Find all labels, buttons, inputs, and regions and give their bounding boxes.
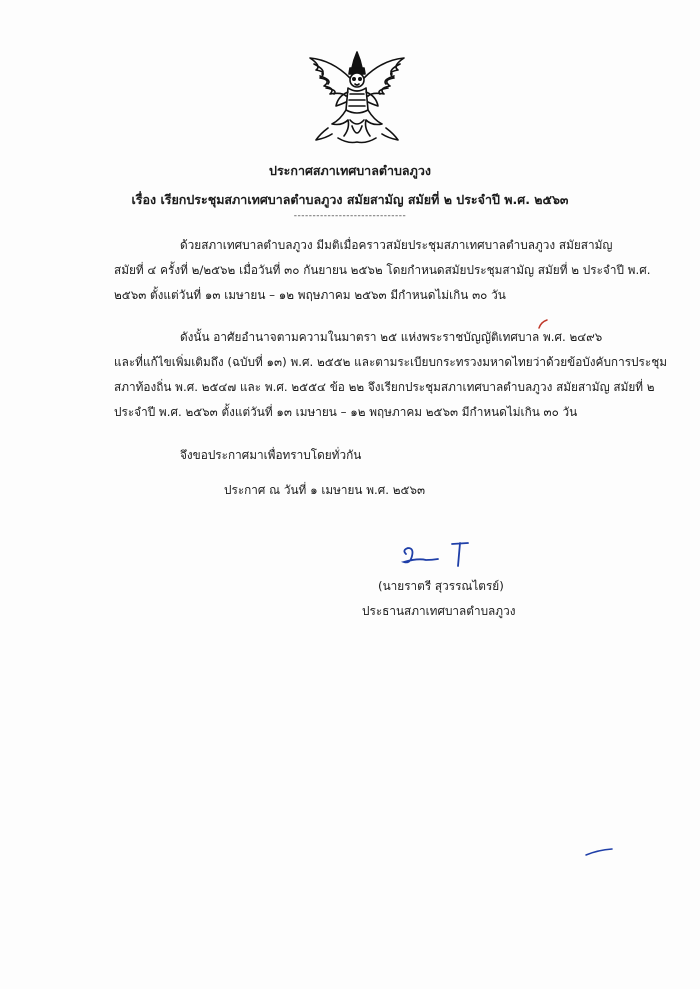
paragraph-2-line-4: ประจำปี พ.ศ. ๒๕๖๓ ตั้งแต่วันที่ ๑๓ เมษายน – ๑๒ พฤษภาคม ๒๕๖๓ มีกำหนดไม่เกิน ๓๐ วัน [114,405,578,419]
divider: ------------------------------ [293,211,407,221]
paragraph-1-line-1: ด้วยสภาเทศบาลตำบลภูวง มีมติเมื่อคราวสมัยประชุมสภาเทศบาลตำบลภูวง สมัยสามัญ [180,238,613,252]
paragraph-2-line-2: และที่แก้ไขเพิ่มเติมถึง (ฉบับที่ ๑๓) พ.ศ. ๒๕๕๒ และตามระเบียบกระทรวงมหาดไทยว่าด้วยข้อบังคับการประชุม [114,355,667,369]
paragraph-2-line-1: ดังนั้น อาศัยอำนาจตามความในมาตรา ๒๕ แห่งพระราชบัญญัติเทศบาล พ.ศ. ๒๔๙๖ [180,330,603,344]
ink-tick-mark [536,318,550,330]
paragraph-1-line-2: สมัยที่ ๔ ครั้งที่ ๒/๒๕๖๒ เมื่อวันที่ ๓๐ กันยายน ๒๕๖๒ โดยกำหนดสมัยประชุมสามัญ สมัยที่ ๒ ประจำปี พ.ศ. [114,263,651,277]
handwritten-signature [398,540,478,570]
date-line: ประกาศ ณ วันที่ ๑ เมษายน พ.ศ. ๒๕๖๓ [224,483,426,497]
document-subject: เรื่อง เรียกประชุมสภาเทศบาลตำบลภูวง สมัยสามัญ สมัยที่ ๒ ประจำปี พ.ศ. ๒๕๖๓ [131,192,569,207]
signatory-name: (นายราตรี สุวรรณไตรย์) [378,579,504,593]
garuda-emblem-icon [302,48,412,148]
document-title: ประกาศสภาเทศบาลตำบลภูวง [269,163,431,178]
paragraph-2-line-3: สภาท้องถิ่น พ.ศ. ๒๕๔๗ และ พ.ศ. ๒๕๕๔ ข้อ ๒๒ จึงเรียกประชุมสภาเทศบาลตำบลภูวง สมัยสามัญ สมัยที่ ๒ [114,380,655,394]
paragraph-1-line-3: ๒๕๖๓ ตั้งแต่วันที่ ๑๓ เมษายน – ๑๒ พฤษภาคม ๒๕๖๓ มีกำหนดไม่เกิน ๓๐ วัน [114,288,506,302]
closing-line: จึงขอประกาศมาเพื่อทราบโดยทั่วกัน [180,448,362,462]
signatory-position: ประธานสภาเทศบาลตำบลภูวง [362,604,516,618]
ink-stroke-mark [584,846,614,858]
